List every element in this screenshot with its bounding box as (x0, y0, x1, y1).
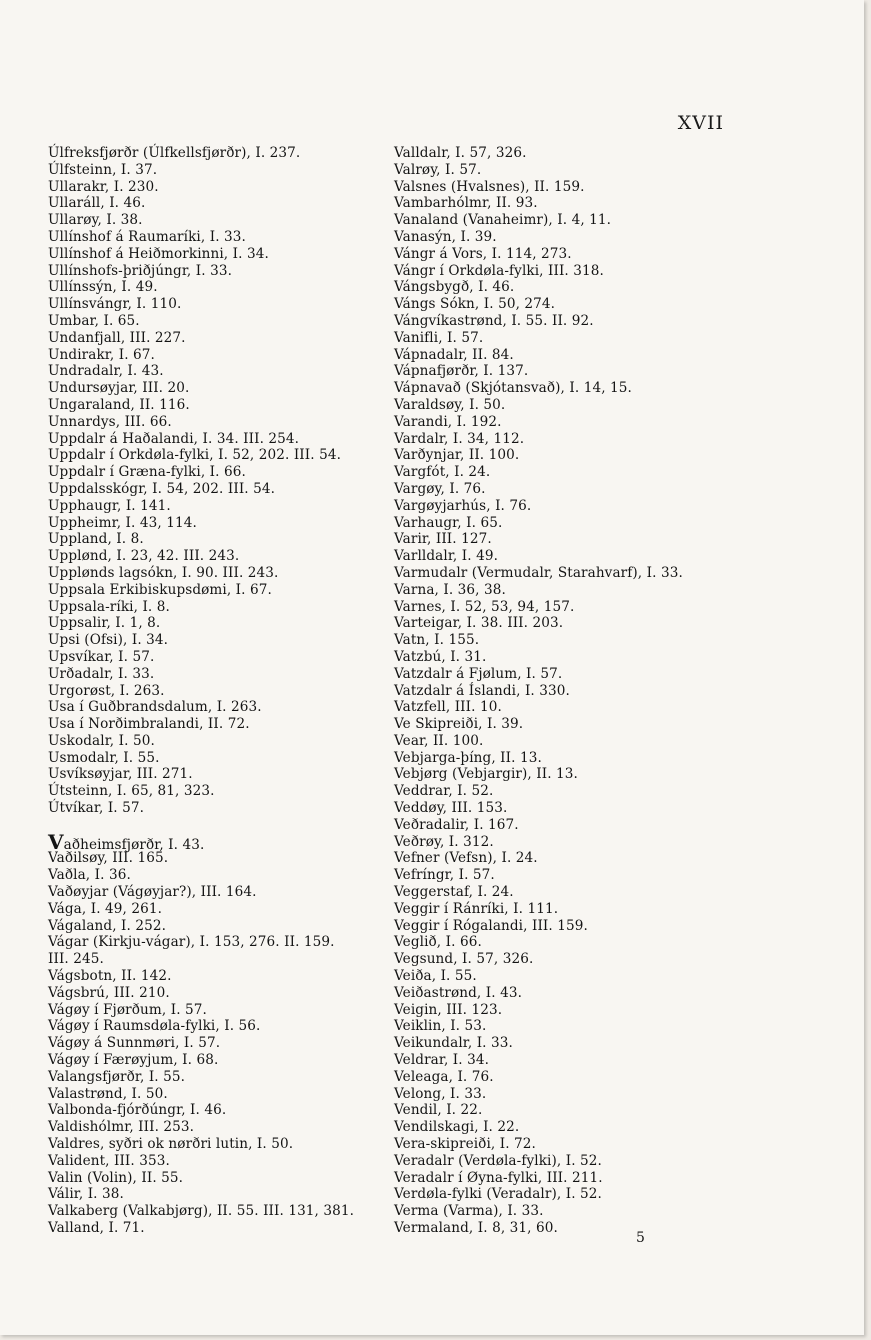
index-entry: Vegsund, I. 57, 326. (394, 951, 534, 968)
index-entry: Vardalr, I. 34, 112. (394, 430, 525, 447)
index-entry: Veggir í Ránríki, I. 111. (394, 900, 559, 917)
index-entry: Vágøy á Sunnmøri, I. 57. (48, 1035, 221, 1052)
index-entry: Valin (Volin), II. 55. (48, 1169, 184, 1186)
index-entry: Velong, I. 33. (394, 1085, 487, 1102)
index-entry: Veleaga, I. 76. (394, 1068, 494, 1085)
index-entry: Urgorøst, I. 263. (48, 682, 165, 699)
index-entry: Valangsfjørðr, I. 55. (48, 1068, 186, 1085)
index-entry: Valldalr, I. 57, 326. (394, 145, 527, 161)
index-entry: Vebjørg (Vebjargir), II. 13. (394, 766, 578, 783)
index-entry: Veddrar, I. 52. (394, 783, 494, 800)
index-entry: Vángvíkastrønd, I. 55. II. 92. (394, 312, 594, 329)
index-entry: Vanasýn, I. 39. (394, 228, 497, 245)
index-entry: Upsi (Ofsi), I. 34. (48, 632, 169, 649)
index-entry: Vágaland, I. 252. (48, 917, 167, 934)
index-entry: Uppdalr á Haðalandi, I. 34. III. 254. (48, 430, 300, 447)
index-entry: Varnes, I. 52, 53, 94, 157. (394, 598, 575, 615)
index-entry: Varna, I. 36, 38. (394, 581, 506, 598)
index-entry: Valident, III. 353. (48, 1152, 170, 1169)
index-entry: Úlfsteinn, I. 37. (48, 161, 158, 178)
index-entry: Varlldalr, I. 49. (394, 548, 498, 565)
index-entry: Usa í Guðbrandsdalum, I. 263. (48, 699, 262, 716)
index-entry: Vángs Sókn, I. 50, 274. (394, 296, 556, 313)
index-entry: Vágar (Kirkju-vágar), I. 153, 276. II. 159. (48, 934, 335, 951)
index-entry: Vanifli, I. 57. (394, 329, 484, 346)
index-entry: Vága, I. 49, 261. (48, 900, 163, 917)
index-entry: Vambarhólmr, II. 93. (394, 195, 538, 212)
index-entry: Valsnes (Hvalsnes), II. 159. (394, 178, 585, 195)
index-entry: Vefner (Vefsn), I. 24. (394, 850, 538, 867)
index-entry: Vángsbygð, I. 46. (394, 279, 515, 296)
index-entry: Vángr á Vors, I. 114, 273. (394, 245, 572, 262)
index-entry: Veglið, I. 66. (394, 934, 482, 951)
index-entry: Uppdalsskógr, I. 54, 202. III. 54. (48, 480, 276, 497)
page-number: XVII (677, 112, 724, 134)
index-entry: Ullaráll, I. 46. (48, 195, 146, 212)
index-entry: Verma (Varma), I. 33. (394, 1203, 544, 1220)
index-entry: Vendil, I. 22. (394, 1102, 483, 1119)
section-initial: V (48, 829, 64, 854)
index-entry: Vargfót, I. 24. (394, 464, 491, 481)
footer-number: 5 (636, 1230, 645, 1246)
index-entry: Upplønd, I. 23, 42. III. 243. (48, 548, 240, 565)
index-entry: Vear, II. 100. (394, 732, 484, 749)
index-entry: Ullarøy, I. 38. (48, 212, 143, 229)
index-entry: Uppdalr í Orkdøla-fylki, I. 52, 202. III. 54. (48, 447, 342, 464)
index-entry: Vágsbotn, II. 142. (48, 968, 172, 985)
index-entry: Valland, I. 71. (48, 1220, 145, 1236)
index-entry: Valrøy, I. 57. (394, 161, 482, 178)
index-entry: Vatn, I. 155. (394, 632, 480, 649)
index-entry: Umbar, I. 65. (48, 312, 140, 329)
index-entry: Valdres, syðri ok nørðri lutin, I. 50. (48, 1136, 294, 1153)
index-entry: Útvíkar, I. 57. (48, 800, 145, 817)
index-entry: Vápnafjørðr, I. 137. (394, 363, 529, 380)
index-entry: Veddøy, III. 153. (394, 800, 508, 817)
index-entry: Upphaugr, I. 141. (48, 497, 171, 514)
index-entry: Veðrøy, I. 312. (394, 833, 494, 850)
index-entry: Vaðøyjar (Vágøyjar?), III. 164. (48, 884, 257, 901)
index-entry: Vágøy í Fjørðum, I. 57. (48, 1001, 207, 1018)
index-entry: Veðradalir, I. 167. (394, 816, 519, 833)
index-entry: Vera-skipreiði, I. 72. (394, 1136, 536, 1153)
index-entry: Valastrønd, I. 50. (48, 1085, 168, 1102)
index-entry: Uppsala-ríki, I. 8. (48, 598, 170, 615)
index-entry: Usvíksøyjar, III. 271. (48, 766, 193, 783)
section-gap (48, 817, 388, 834)
index-column-left (48, 145, 388, 1237)
index-entry: Varteigar, I. 38. III. 203. (394, 615, 564, 632)
index-entry: Usa í Norðimbralandi, II. 72. (48, 716, 250, 733)
index-entry: Valdishólmr, III. 253. (48, 1119, 195, 1136)
index-entry: Varhaugr, I. 65. (394, 514, 503, 531)
index-entry: III. 245. (48, 951, 104, 968)
index-entry: Uppsalir, I. 1, 8. (48, 615, 161, 632)
index-entry: Veiðastrønd, I. 43. (394, 984, 522, 1001)
index-entry: Varaldsøy, I. 50. (394, 396, 506, 413)
index-entry: Ullarakr, I. 230. (48, 178, 159, 195)
index-entry: Vatzfell, III. 10. (394, 699, 502, 716)
index-entry: Ullínshof á Heiðmorkinni, I. 34. (48, 245, 269, 262)
index-entry: Vermaland, I. 8, 31, 60. (394, 1220, 558, 1236)
index-entry: Valbonda-fjórðúngr, I. 46. (48, 1102, 227, 1119)
index-entry: Válir, I. 38. (48, 1186, 124, 1203)
index-entry: Ullínsvángr, I. 110. (48, 296, 182, 313)
index-entry: Veradalr (Verdøla-fylki), I. 52. (394, 1152, 602, 1169)
index-entry: Uppland, I. 8. (48, 531, 144, 548)
index-entry: Urðadalr, I. 33. (48, 665, 155, 682)
index-entry: Ve Skipreiði, I. 39. (394, 716, 524, 733)
index-entry: Vebjarga-þíng, II. 13. (394, 749, 542, 766)
index-entry: Undursøyjar, III. 20. (48, 380, 190, 397)
index-entry: Vatzdalr á Íslandi, I. 330. (394, 682, 570, 699)
index-entry: Undirakr, I. 67. (48, 346, 155, 363)
index-entry: Vargøyjarhús, I. 76. (394, 497, 532, 514)
index-entry: Verdøla-fylki (Veradalr), I. 52. (394, 1186, 602, 1203)
index-entry: Uppdalr í Græna-fylki, I. 66. (48, 464, 246, 481)
index-entry: Vaðheimsfjørðr, I. 43. (48, 829, 205, 854)
index-entry: Veiklin, I. 53. (394, 1018, 487, 1035)
index-entry: Upsvíkar, I. 57. (48, 648, 155, 665)
index-entry: Vángr í Orkdøla-fylki, III. 318. (394, 262, 604, 279)
index-entry: Vaðla, I. 36. (48, 867, 131, 884)
index-entry: Ullínshof á Raumaríki, I. 33. (48, 228, 246, 245)
index-entry: Vendilskagi, I. 22. (394, 1119, 520, 1136)
index-entry: Veggir í Rógalandi, III. 159. (394, 917, 588, 934)
index-entry: Vatzbú, I. 31. (394, 648, 487, 665)
index-entry: Valkaberg (Valkabjørg), II. 55. III. 131, 381. (48, 1203, 355, 1220)
index-entry: Útsteinn, I. 65, 81, 323. (48, 783, 215, 800)
index-entry: Varmudalr (Vermudalr, Starahvarf), I. 33. (394, 564, 683, 581)
index-entry: Vágøy í Færøyjum, I. 68. (48, 1052, 219, 1069)
index-entry: Ullínshofs-þriðjúngr, I. 33. (48, 262, 233, 279)
index-entry: Vágsbrú, III. 210. (48, 984, 170, 1001)
index-entry: Vápnavað (Skjótansvað), I. 14, 15. (394, 380, 632, 397)
index-entry: Veggerstaf, I. 24. (394, 884, 514, 901)
index-entry: Undanfjall, III. 227. (48, 329, 186, 346)
index-entry: Vargøy, I. 76. (394, 480, 486, 497)
index-entry: Vatzdalr á Fjølum, I. 57. (394, 665, 563, 682)
index-entry: Veikundalr, I. 33. (394, 1035, 513, 1052)
index-entry: Usmodalr, I. 55. (48, 749, 160, 766)
index-entry: Veradalr í Øyna-fylki, III. 211. (394, 1169, 603, 1186)
index-entry: Uppsala Erkibiskupsdømi, I. 67. (48, 581, 272, 598)
index-entry: Veiða, I. 55. (394, 968, 477, 985)
index-entry: Vápnadalr, II. 84. (394, 346, 514, 363)
index-entry: Varandi, I. 192. (394, 413, 502, 430)
index-entry: Upplønds lagsókn, I. 90. III. 243. (48, 564, 279, 581)
index-entry: Uppheimr, I. 43, 114. (48, 514, 197, 531)
index-entry: Vágøy í Raumsdøla-fylki, I. 56. (48, 1018, 261, 1035)
index-entry: Varir, III. 127. (394, 531, 492, 548)
index-entry: Undradalr, I. 43. (48, 363, 164, 380)
index-entry: Vaðilsøy, III. 165. (48, 850, 169, 867)
index-entry: Unnardys, III. 66. (48, 413, 172, 430)
index-column-right (394, 145, 714, 1237)
index-entry: Veldrar, I. 34. (394, 1052, 490, 1069)
index-entry: Veigin, III. 123. (394, 1001, 503, 1018)
index-entry: Vanaland (Vanaheimr), I. 4, 11. (394, 212, 612, 229)
index-entry: Úlfreksfjørðr (Úlfkellsfjørðr), I. 237. (48, 145, 301, 161)
index-entry: Ullínssýn, I. 49. (48, 279, 158, 296)
index-entry: Vefríngr, I. 57. (394, 867, 495, 884)
index-entry: Uskodalr, I. 50. (48, 732, 155, 749)
index-entry: Varðynjar, II. 100. (394, 447, 520, 464)
index-entry: Ungaraland, II. 116. (48, 396, 190, 413)
